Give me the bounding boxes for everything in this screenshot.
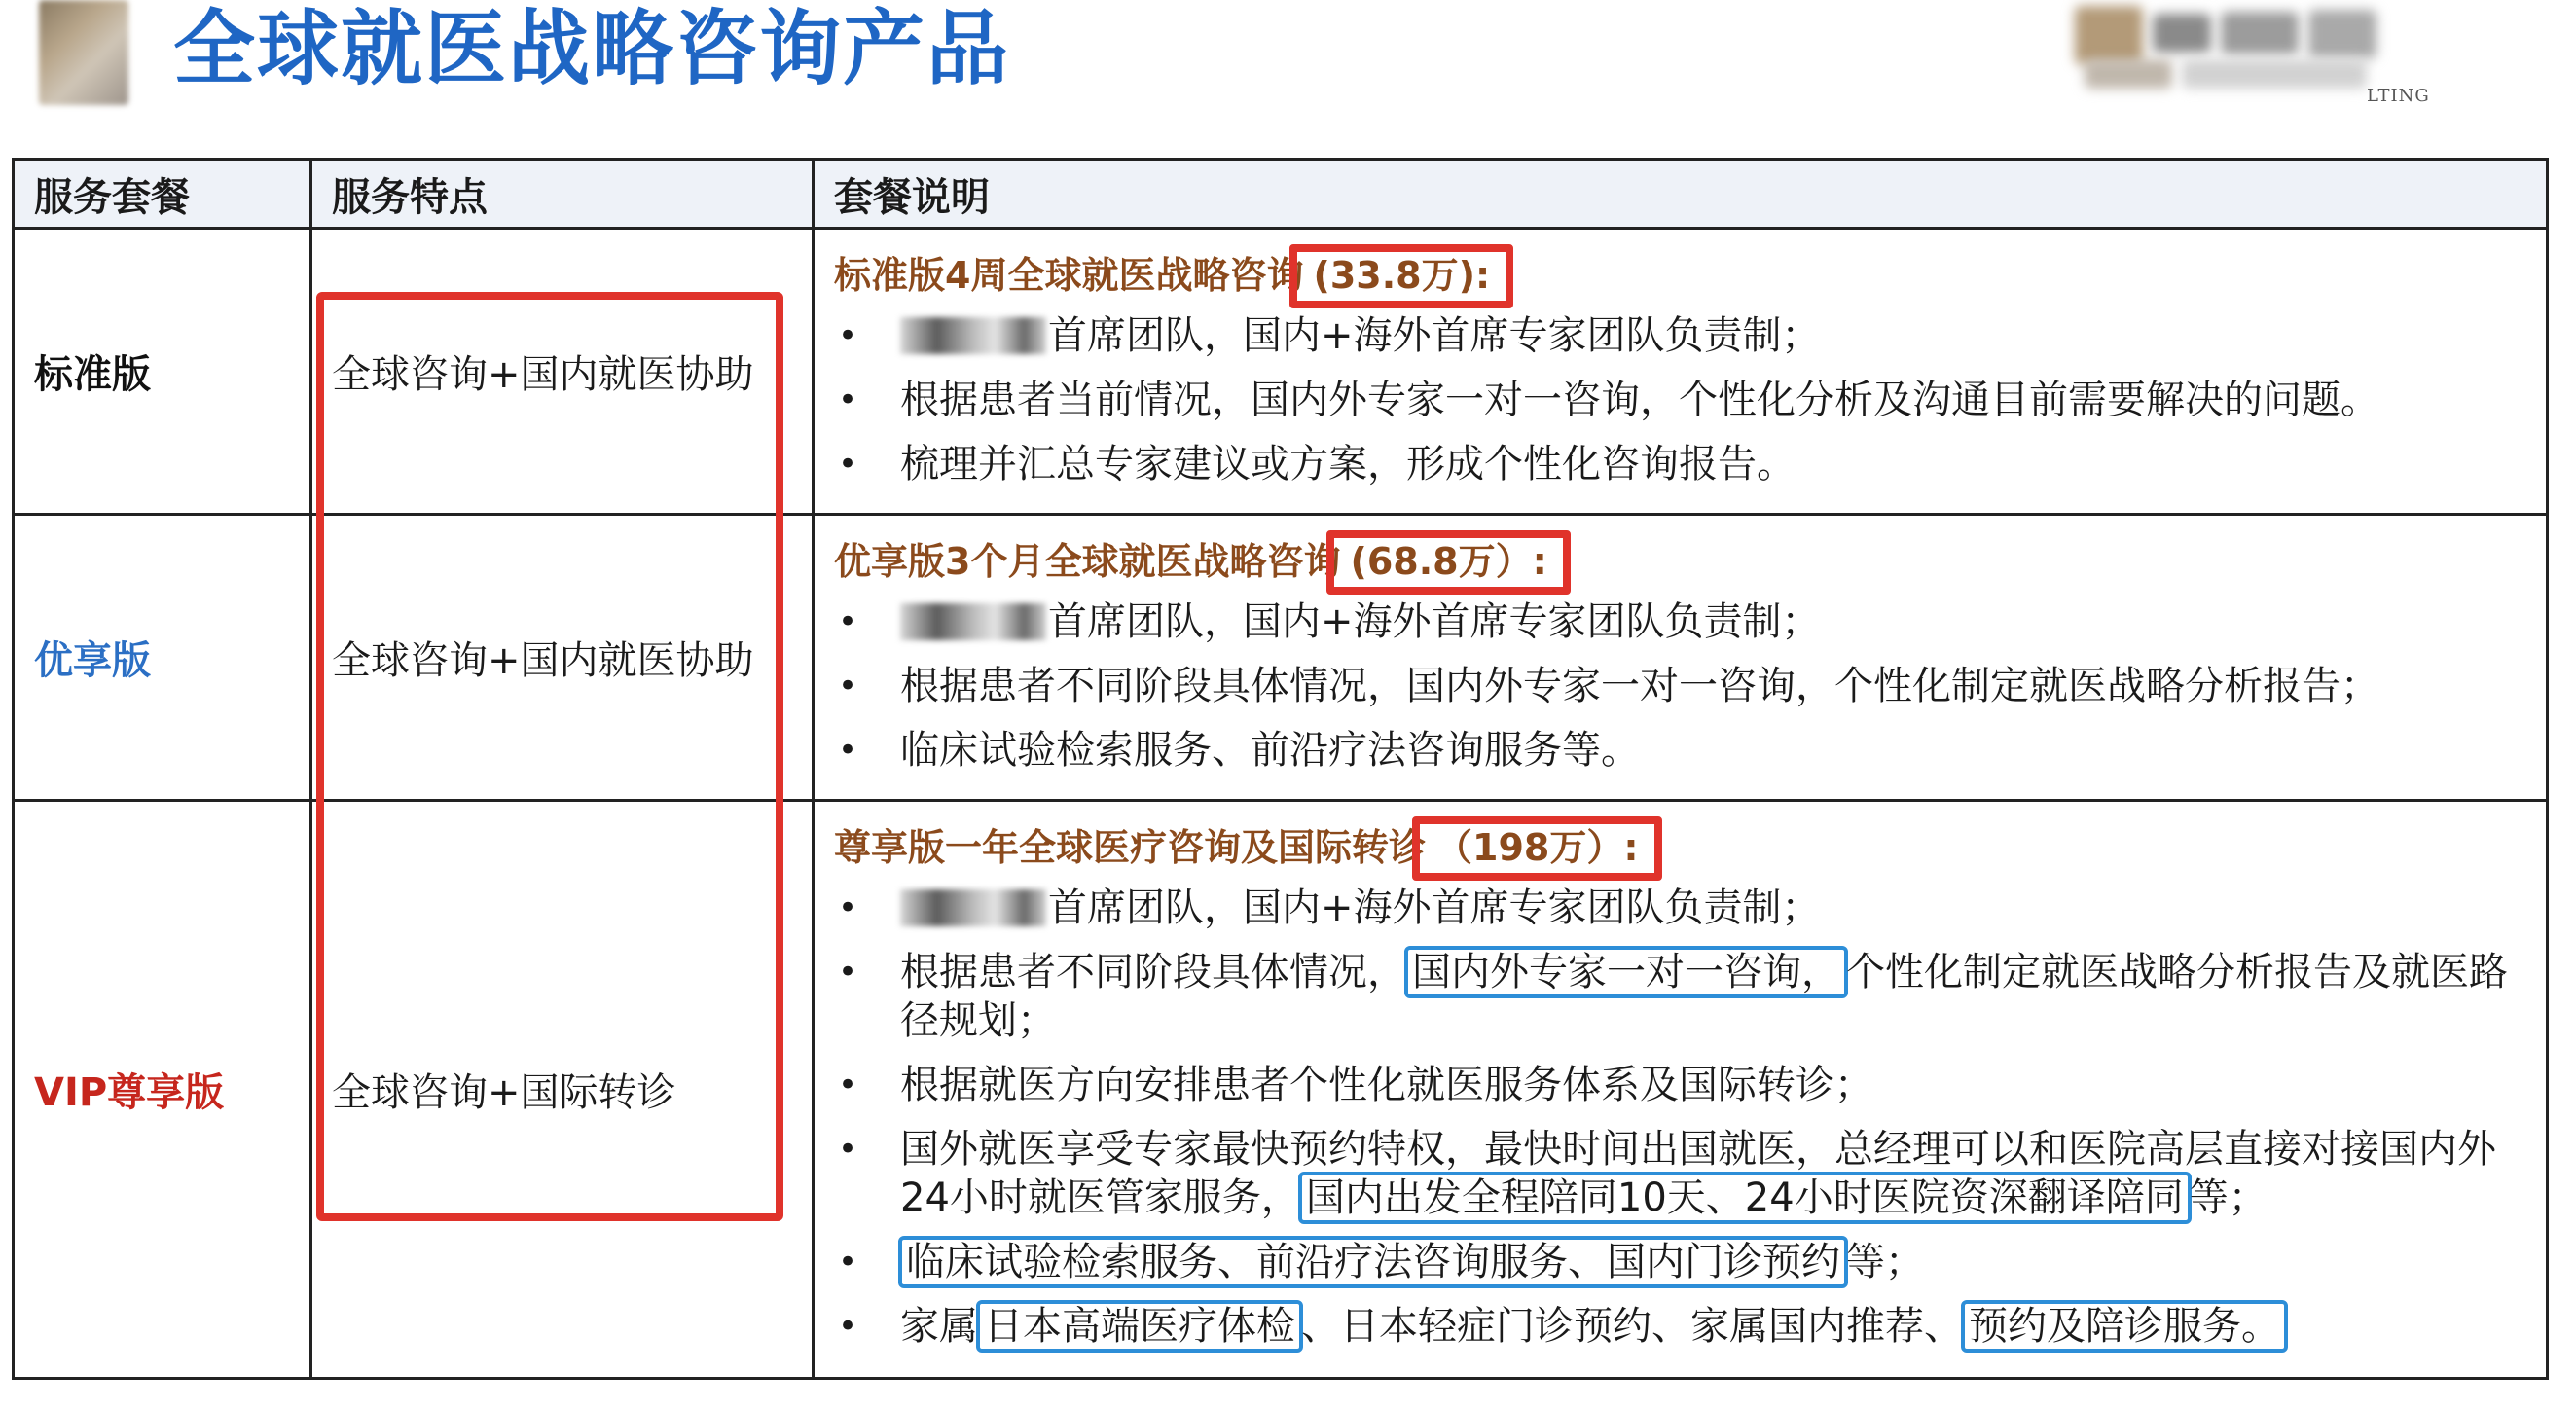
service-feature: 全球咨询+国内就医协助 xyxy=(311,229,814,515)
item-text: 等； xyxy=(1846,1240,1924,1284)
feature-list xyxy=(834,597,2517,775)
list-item xyxy=(834,948,2517,1045)
list-item xyxy=(834,662,2517,710)
item-text: 个性化制定就医战略分析报告及就医路径规划； xyxy=(900,950,2508,1043)
redacted-name xyxy=(900,889,1046,926)
service-feature: 全球咨询+国际转诊 xyxy=(311,801,814,1379)
column-header-description: 套餐说明 xyxy=(814,160,2548,229)
bullet-icon: • xyxy=(838,1066,858,1104)
bullet-icon: • xyxy=(838,888,858,927)
list-item xyxy=(834,376,2517,424)
company-logo-right xyxy=(2065,6,2454,106)
item-text: 国外就医享受专家最快预约特权，最快时间出国就医，总经理可以和医院高层直接对接国内外24小时就医管家服务， xyxy=(900,1127,2496,1220)
item-text: 根据患者不同阶段具体情况， xyxy=(900,950,1406,994)
item-text: 家属 xyxy=(900,1304,978,1349)
package-title xyxy=(834,817,2517,878)
item-text: 首席团队，国内+海外首席专家团队负责制； xyxy=(1048,886,1821,930)
list-item xyxy=(834,726,2517,775)
package-title-text: 标准版4周全球就医战略咨询 xyxy=(834,254,1304,297)
bullet-icon: • xyxy=(838,602,858,641)
bullet-icon: • xyxy=(838,667,858,705)
bullet-icon: • xyxy=(838,731,858,770)
package-title xyxy=(834,531,2517,592)
list-item xyxy=(834,440,2517,488)
price-highlight-box xyxy=(1289,244,1513,308)
bullet-icon: • xyxy=(838,1307,858,1346)
bullet-icon: • xyxy=(838,1243,858,1282)
item-text: 等； xyxy=(2189,1175,2268,1220)
list-item xyxy=(834,1125,2517,1222)
feature-list xyxy=(834,311,2517,488)
highlighted-text: 日本高端医疗体检 xyxy=(976,1300,1303,1353)
price-highlight-box xyxy=(1412,816,1662,881)
page-title: 全球就医战略咨询产品 xyxy=(173,1,1011,96)
bullet-icon: • xyxy=(838,1130,858,1169)
package-price: (68.8万）: xyxy=(1340,540,1556,583)
company-logo-left xyxy=(39,0,128,105)
bullet-icon: • xyxy=(838,953,858,992)
package-price: (33.8万): xyxy=(1303,254,1500,297)
feature-column-highlight xyxy=(316,292,783,1221)
highlighted-text: 国内出发全程陪同10天、24小时医院资深翻译陪同 xyxy=(1298,1172,2192,1224)
item-text: 梳理并汇总专家建议或方案，形成个性化咨询报告。 xyxy=(900,442,1796,487)
logo-caption: LTING xyxy=(2367,86,2430,106)
item-text: 临床试验检索服务、前沿疗法咨询服务等。 xyxy=(900,728,1640,773)
highlighted-text: 预约及陪诊服务。 xyxy=(1961,1300,2288,1353)
package-title-text: 优享版3个月全球就医战略咨询 xyxy=(834,540,1341,583)
redacted-name xyxy=(900,317,1046,354)
package-description xyxy=(814,515,2548,801)
list-item xyxy=(834,597,2517,646)
tier-name: VIP尊享版 xyxy=(14,801,311,1379)
tier-name: 标准版 xyxy=(14,229,311,515)
package-title xyxy=(834,245,2517,306)
bullet-icon: • xyxy=(838,445,858,484)
redacted-name xyxy=(900,603,1046,640)
package-price: （198万）: xyxy=(1426,826,1649,869)
package-description xyxy=(814,801,2548,1379)
column-header-package: 服务套餐 xyxy=(14,160,311,229)
item-text: 首席团队，国内+海外首席专家团队负责制； xyxy=(1048,313,1821,358)
highlighted-text: 临床试验检索服务、前沿疗法咨询服务、国内门诊预约 xyxy=(898,1236,1848,1288)
item-text: 根据就医方向安排患者个性化就医服务体系及国际转诊； xyxy=(900,1063,1873,1107)
item-text: 、日本轻症门诊预约、家属国内推荐、 xyxy=(1301,1304,1963,1349)
item-text: 首席团队，国内+海外首席专家团队负责制； xyxy=(1048,599,1821,644)
feature-list xyxy=(834,884,2517,1351)
price-highlight-box xyxy=(1326,530,1570,595)
item-text: 根据患者不同阶段具体情况，国内外专家一对一咨询，个性化制定就医战略分析报告； xyxy=(900,664,2379,708)
list-item xyxy=(834,1302,2517,1351)
service-feature: 全球咨询+国内就医协助 xyxy=(311,515,814,801)
list-item xyxy=(834,884,2517,932)
package-title-text: 尊享版一年全球医疗咨询及国际转诊 xyxy=(834,826,1427,869)
table-header-row xyxy=(14,160,2548,229)
list-item xyxy=(834,311,2517,360)
list-item xyxy=(834,1238,2517,1286)
package-description xyxy=(814,229,2548,515)
bullet-icon: • xyxy=(838,316,858,355)
item-text: 根据患者当前情况，国内外专家一对一咨询，个性化分析及沟通目前需要解决的问题。 xyxy=(900,378,2379,422)
bullet-icon: • xyxy=(838,380,858,419)
tier-name: 优享版 xyxy=(14,515,311,801)
list-item xyxy=(834,1061,2517,1109)
highlighted-text: 国内外专家一对一咨询， xyxy=(1404,946,1848,998)
column-header-feature: 服务特点 xyxy=(311,160,814,229)
